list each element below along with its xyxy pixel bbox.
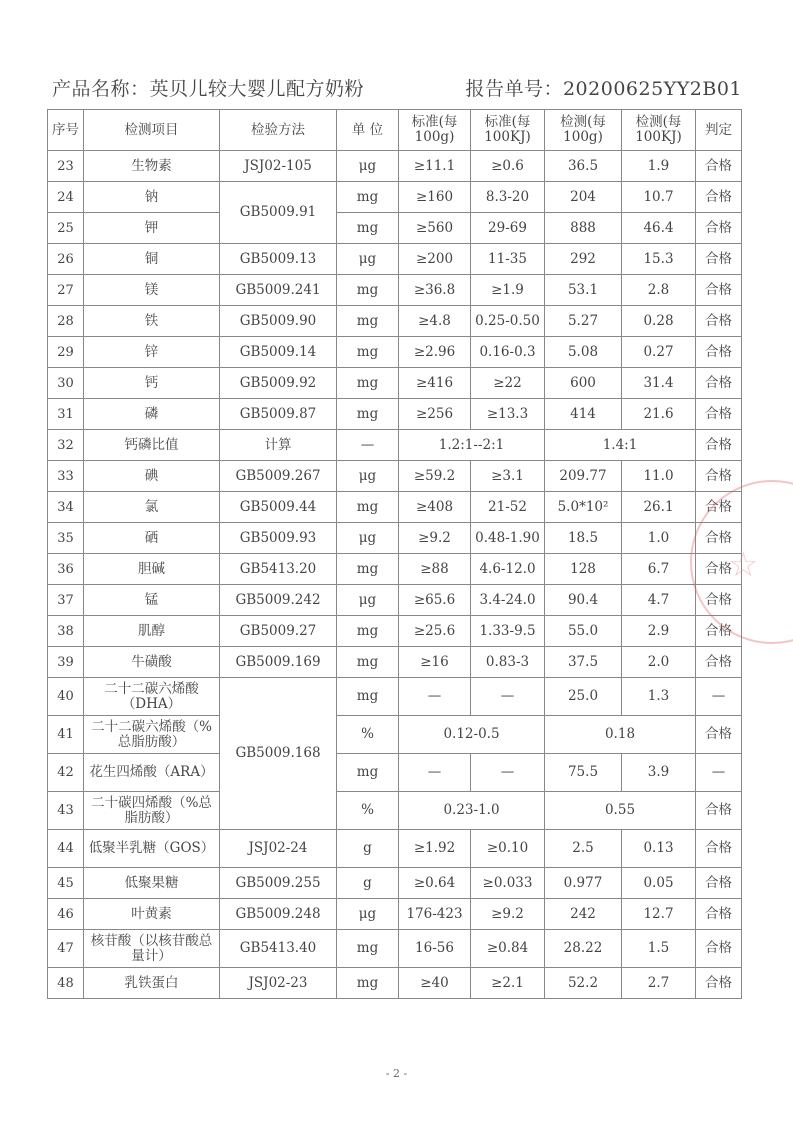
row-res-100kj: 1.5 bbox=[622, 930, 696, 968]
test-results-table bbox=[47, 109, 742, 999]
row-res-100kj: 2.0 bbox=[622, 647, 696, 678]
row-item: 生物素 bbox=[84, 151, 220, 182]
row-std-100g: — bbox=[399, 754, 471, 792]
row-res-100kj: 12.7 bbox=[622, 899, 696, 930]
col-res-100kj: 检测(每100KJ) bbox=[622, 110, 696, 151]
row-item: 镁 bbox=[84, 275, 220, 306]
row-verdict: 合格 bbox=[696, 399, 742, 430]
row-seq: 31 bbox=[48, 399, 84, 430]
row-unit: mg bbox=[337, 306, 399, 337]
row-verdict: 合格 bbox=[696, 461, 742, 492]
row-seq: 39 bbox=[48, 647, 84, 678]
row-seq: 24 bbox=[48, 182, 84, 213]
row-std-100kj: 0.25-0.50 bbox=[471, 306, 545, 337]
row-res-100kj: 11.0 bbox=[622, 461, 696, 492]
row-method: GB5009.13 bbox=[220, 244, 337, 275]
row-unit: mg bbox=[337, 616, 399, 647]
row-verdict: 合格 bbox=[696, 368, 742, 399]
row-seq: 35 bbox=[48, 523, 84, 554]
row-method: 计算 bbox=[220, 430, 337, 461]
row-unit: μg bbox=[337, 244, 399, 275]
row-res-100g: 25.0 bbox=[545, 678, 622, 716]
row-res-100g: 0.977 bbox=[545, 868, 622, 899]
row-item: 钾 bbox=[84, 213, 220, 244]
row-item: 叶黄素 bbox=[84, 899, 220, 930]
row-seq: 46 bbox=[48, 899, 84, 930]
row-seq: 33 bbox=[48, 461, 84, 492]
row-res-100kj: 1.3 bbox=[622, 678, 696, 716]
row-res-100g: 53.1 bbox=[545, 275, 622, 306]
table-row bbox=[48, 930, 742, 968]
row-method: JSJ02-24 bbox=[220, 830, 337, 868]
row-std-100kj: — bbox=[471, 754, 545, 792]
row-res-100kj: 6.7 bbox=[622, 554, 696, 585]
row-res-100g: 36.5 bbox=[545, 151, 622, 182]
row-std-100g: ≥16 bbox=[399, 647, 471, 678]
row-method: GB5009.44 bbox=[220, 492, 337, 523]
row-verdict: 合格 bbox=[696, 554, 742, 585]
row-unit: mg bbox=[337, 399, 399, 430]
table-row bbox=[48, 647, 742, 678]
row-item: 硒 bbox=[84, 523, 220, 554]
row-verdict: 合格 bbox=[696, 616, 742, 647]
table-row bbox=[48, 754, 742, 792]
row-method: JSJ02-23 bbox=[220, 968, 337, 999]
row-res-100g: 37.5 bbox=[545, 647, 622, 678]
table-row bbox=[48, 244, 742, 275]
row-std-100g: ≥4.8 bbox=[399, 306, 471, 337]
row-item: 钠 bbox=[84, 182, 220, 213]
row-res-100kj: 2.7 bbox=[622, 968, 696, 999]
row-std-100g: 16-56 bbox=[399, 930, 471, 968]
row-unit: mg bbox=[337, 368, 399, 399]
row-res-100g: 90.4 bbox=[545, 585, 622, 616]
row-unit: mg bbox=[337, 678, 399, 716]
row-item: 钙 bbox=[84, 368, 220, 399]
row-unit: mg bbox=[337, 213, 399, 244]
table-row bbox=[48, 868, 742, 899]
row-item: 铜 bbox=[84, 244, 220, 275]
row-res-100kj: 0.13 bbox=[622, 830, 696, 868]
report-number: 报告单号：20200625YY2B01 bbox=[465, 78, 742, 100]
row-res-100g: 128 bbox=[545, 554, 622, 585]
row-std-100g: ≥25.6 bbox=[399, 616, 471, 647]
row-seq: 26 bbox=[48, 244, 84, 275]
row-std-100kj: 21-52 bbox=[471, 492, 545, 523]
row-verdict: 合格 bbox=[696, 830, 742, 868]
row-verdict: — bbox=[696, 754, 742, 792]
row-item: 低聚半乳糖（GOS） bbox=[84, 830, 220, 868]
col-verdict: 判定 bbox=[696, 110, 742, 151]
row-std-merged: 0.23-1.0 bbox=[399, 792, 545, 830]
row-seq: 41 bbox=[48, 716, 84, 754]
table-row bbox=[48, 337, 742, 368]
row-std-100g: 176-423 bbox=[399, 899, 471, 930]
table-row bbox=[48, 968, 742, 999]
report-header bbox=[52, 74, 742, 102]
row-res-100g: 292 bbox=[545, 244, 622, 275]
row-unit: % bbox=[337, 716, 399, 754]
row-method: GB5009.93 bbox=[220, 523, 337, 554]
row-unit: mg bbox=[337, 492, 399, 523]
row-std-100g: ≥59.2 bbox=[399, 461, 471, 492]
row-std-100kj: ≥0.033 bbox=[471, 868, 545, 899]
row-std-100g: ≥0.64 bbox=[399, 868, 471, 899]
row-res-100g: 5.0*10² bbox=[545, 492, 622, 523]
row-std-100kj: ≥2.1 bbox=[471, 968, 545, 999]
row-unit: μg bbox=[337, 151, 399, 182]
col-res-100g: 检测(每100g) bbox=[545, 110, 622, 151]
row-seq: 32 bbox=[48, 430, 84, 461]
table-row bbox=[48, 275, 742, 306]
row-unit: mg bbox=[337, 337, 399, 368]
row-res-100kj: 2.9 bbox=[622, 616, 696, 647]
row-std-100kj: ≥3.1 bbox=[471, 461, 545, 492]
row-res-100kj: 0.28 bbox=[622, 306, 696, 337]
row-unit: — bbox=[337, 430, 399, 461]
row-res-100g: 18.5 bbox=[545, 523, 622, 554]
row-res-100kj: 1.0 bbox=[622, 523, 696, 554]
row-std-100g: — bbox=[399, 678, 471, 716]
row-std-100kj: — bbox=[471, 678, 545, 716]
row-seq: 23 bbox=[48, 151, 84, 182]
row-res-100g: 52.2 bbox=[545, 968, 622, 999]
row-seq: 48 bbox=[48, 968, 84, 999]
row-method: GB5009.169 bbox=[220, 647, 337, 678]
table-row bbox=[48, 151, 742, 182]
row-item: 氯 bbox=[84, 492, 220, 523]
row-std-100g: ≥9.2 bbox=[399, 523, 471, 554]
row-method: GB5009.27 bbox=[220, 616, 337, 647]
row-std-100kj: ≥22 bbox=[471, 368, 545, 399]
row-std-100g: ≥200 bbox=[399, 244, 471, 275]
row-verdict: 合格 bbox=[696, 182, 742, 213]
row-std-100g: ≥256 bbox=[399, 399, 471, 430]
row-seq: 36 bbox=[48, 554, 84, 585]
row-std-100kj: 1.33-9.5 bbox=[471, 616, 545, 647]
row-std-100kj: 3.4-24.0 bbox=[471, 585, 545, 616]
row-res-100kj: 15.3 bbox=[622, 244, 696, 275]
row-verdict: 合格 bbox=[696, 647, 742, 678]
row-seq: 47 bbox=[48, 930, 84, 968]
row-unit: mg bbox=[337, 275, 399, 306]
row-res-100g: 5.08 bbox=[545, 337, 622, 368]
row-std-100g: ≥416 bbox=[399, 368, 471, 399]
col-std-100g: 标准(每100g) bbox=[399, 110, 471, 151]
row-res-100kj: 4.7 bbox=[622, 585, 696, 616]
row-res-100g: 888 bbox=[545, 213, 622, 244]
col-seq: 序号 bbox=[48, 110, 84, 151]
row-std-100kj: 11-35 bbox=[471, 244, 545, 275]
row-res-100kj: 31.4 bbox=[622, 368, 696, 399]
row-res-merged: 0.55 bbox=[545, 792, 696, 830]
row-res-merged: 0.18 bbox=[545, 716, 696, 754]
row-std-100g: ≥160 bbox=[399, 182, 471, 213]
row-item: 钙磷比值 bbox=[84, 430, 220, 461]
row-res-100g: 209.77 bbox=[545, 461, 622, 492]
row-verdict: 合格 bbox=[696, 492, 742, 523]
row-unit: mg bbox=[337, 554, 399, 585]
row-res-100g: 2.5 bbox=[545, 830, 622, 868]
row-res-100g: 242 bbox=[545, 899, 622, 930]
row-verdict: 合格 bbox=[696, 930, 742, 968]
row-std-merged: 0.12-0.5 bbox=[399, 716, 545, 754]
table-row bbox=[48, 554, 742, 585]
row-std-100g: ≥65.6 bbox=[399, 585, 471, 616]
row-seq: 40 bbox=[48, 678, 84, 716]
table-row bbox=[48, 678, 742, 716]
row-std-100kj: 0.48-1.90 bbox=[471, 523, 545, 554]
row-method: GB5009.92 bbox=[220, 368, 337, 399]
row-verdict: 合格 bbox=[696, 213, 742, 244]
row-unit: μg bbox=[337, 461, 399, 492]
row-item: 锰 bbox=[84, 585, 220, 616]
row-res-100kj: 10.7 bbox=[622, 182, 696, 213]
row-method: GB5009.87 bbox=[220, 399, 337, 430]
row-item: 乳铁蛋白 bbox=[84, 968, 220, 999]
table-row bbox=[48, 430, 742, 461]
table-row bbox=[48, 492, 742, 523]
row-item: 二十二碳六烯酸（%总脂肪酸） bbox=[84, 716, 220, 754]
row-unit: mg bbox=[337, 182, 399, 213]
table-row bbox=[48, 716, 742, 754]
row-verdict: 合格 bbox=[696, 337, 742, 368]
row-item: 花生四烯酸（ARA） bbox=[84, 754, 220, 792]
row-verdict: — bbox=[696, 678, 742, 716]
row-verdict: 合格 bbox=[696, 968, 742, 999]
row-res-merged: 1.4:1 bbox=[545, 430, 696, 461]
col-item: 检测项目 bbox=[84, 110, 220, 151]
table-row bbox=[48, 792, 742, 830]
row-res-100g: 5.27 bbox=[545, 306, 622, 337]
row-method: GB5009.242 bbox=[220, 585, 337, 616]
row-verdict: 合格 bbox=[696, 275, 742, 306]
row-res-100kj: 0.05 bbox=[622, 868, 696, 899]
table-body bbox=[48, 151, 742, 999]
row-std-100g: ≥2.96 bbox=[399, 337, 471, 368]
row-res-100g: 204 bbox=[545, 182, 622, 213]
row-unit: μg bbox=[337, 899, 399, 930]
table-row bbox=[48, 399, 742, 430]
row-std-100kj: 0.83-3 bbox=[471, 647, 545, 678]
row-seq: 37 bbox=[48, 585, 84, 616]
row-res-100kj: 3.9 bbox=[622, 754, 696, 792]
row-item: 锌 bbox=[84, 337, 220, 368]
row-res-100kj: 2.8 bbox=[622, 275, 696, 306]
row-std-100kj: ≥1.9 bbox=[471, 275, 545, 306]
row-method: JSJ02-105 bbox=[220, 151, 337, 182]
row-std-100kj: ≥9.2 bbox=[471, 899, 545, 930]
row-verdict: 合格 bbox=[696, 792, 742, 830]
row-item: 二十二碳六烯酸（DHA） bbox=[84, 678, 220, 716]
row-seq: 34 bbox=[48, 492, 84, 523]
row-std-100kj: ≥0.84 bbox=[471, 930, 545, 968]
row-item: 碘 bbox=[84, 461, 220, 492]
row-std-100g: ≥560 bbox=[399, 213, 471, 244]
row-item: 磷 bbox=[84, 399, 220, 430]
row-res-100kj: 26.1 bbox=[622, 492, 696, 523]
row-res-100g: 75.5 bbox=[545, 754, 622, 792]
row-std-100g: ≥1.92 bbox=[399, 830, 471, 868]
row-verdict: 合格 bbox=[696, 899, 742, 930]
seal-star-icon: ☆ bbox=[728, 545, 759, 585]
row-unit: mg bbox=[337, 930, 399, 968]
row-std-100kj: 8.3-20 bbox=[471, 182, 545, 213]
table-row bbox=[48, 213, 742, 244]
row-res-100kj: 21.6 bbox=[622, 399, 696, 430]
row-verdict: 合格 bbox=[696, 430, 742, 461]
row-std-100kj: ≥0.6 bbox=[471, 151, 545, 182]
row-std-100kj: 4.6-12.0 bbox=[471, 554, 545, 585]
row-unit: mg bbox=[337, 968, 399, 999]
table-row bbox=[48, 830, 742, 868]
col-unit: 单 位 bbox=[337, 110, 399, 151]
row-method: GB5413.40 bbox=[220, 930, 337, 968]
row-method: GB5009.255 bbox=[220, 868, 337, 899]
col-std-100kj: 标准(每100KJ) bbox=[471, 110, 545, 151]
row-item: 铁 bbox=[84, 306, 220, 337]
row-method: GB5009.168 bbox=[220, 678, 337, 830]
row-std-100g: ≥40 bbox=[399, 968, 471, 999]
row-unit: % bbox=[337, 792, 399, 830]
row-std-100kj: 29-69 bbox=[471, 213, 545, 244]
row-std-100g: ≥88 bbox=[399, 554, 471, 585]
row-verdict: 合格 bbox=[696, 523, 742, 554]
row-seq: 43 bbox=[48, 792, 84, 830]
row-seq: 29 bbox=[48, 337, 84, 368]
row-std-100g: ≥36.8 bbox=[399, 275, 471, 306]
row-res-100g: 414 bbox=[545, 399, 622, 430]
row-verdict: 合格 bbox=[696, 868, 742, 899]
row-unit: g bbox=[337, 830, 399, 868]
page-number: - 2 - bbox=[385, 1067, 408, 1080]
row-seq: 42 bbox=[48, 754, 84, 792]
row-unit: mg bbox=[337, 754, 399, 792]
table-row bbox=[48, 306, 742, 337]
row-res-100g: 55.0 bbox=[545, 616, 622, 647]
table-row bbox=[48, 368, 742, 399]
row-item: 低聚果糖 bbox=[84, 868, 220, 899]
row-res-100kj: 46.4 bbox=[622, 213, 696, 244]
row-method: GB5009.91 bbox=[220, 182, 337, 244]
row-std-100kj: ≥13.3 bbox=[471, 399, 545, 430]
row-seq: 27 bbox=[48, 275, 84, 306]
row-seq: 28 bbox=[48, 306, 84, 337]
row-verdict: 合格 bbox=[696, 585, 742, 616]
row-method: GB5009.90 bbox=[220, 306, 337, 337]
row-verdict: 合格 bbox=[696, 306, 742, 337]
row-seq: 30 bbox=[48, 368, 84, 399]
row-seq: 25 bbox=[48, 213, 84, 244]
row-unit: μg bbox=[337, 585, 399, 616]
row-unit: g bbox=[337, 868, 399, 899]
row-std-merged: 1.2:1--2:1 bbox=[399, 430, 545, 461]
row-unit: μg bbox=[337, 523, 399, 554]
row-method: GB5009.14 bbox=[220, 337, 337, 368]
row-std-100kj: ≥0.10 bbox=[471, 830, 545, 868]
row-method: GB5009.241 bbox=[220, 275, 337, 306]
row-res-100kj: 0.27 bbox=[622, 337, 696, 368]
row-item: 胆碱 bbox=[84, 554, 220, 585]
product-name: 产品名称：英贝儿较大婴儿配方奶粉 bbox=[52, 78, 365, 100]
row-item: 核苷酸（以核苷酸总量计） bbox=[84, 930, 220, 968]
table-row bbox=[48, 523, 742, 554]
row-std-100g: ≥408 bbox=[399, 492, 471, 523]
row-res-100g: 28.22 bbox=[545, 930, 622, 968]
row-res-100kj: 1.9 bbox=[622, 151, 696, 182]
table-header-row bbox=[48, 110, 742, 151]
row-verdict: 合格 bbox=[696, 716, 742, 754]
row-seq: 44 bbox=[48, 830, 84, 868]
row-std-100kj: 0.16-0.3 bbox=[471, 337, 545, 368]
row-unit: mg bbox=[337, 647, 399, 678]
row-item: 肌醇 bbox=[84, 616, 220, 647]
row-verdict: 合格 bbox=[696, 151, 742, 182]
row-item: 二十碳四烯酸（%总脂肪酸） bbox=[84, 792, 220, 830]
row-method: GB5009.267 bbox=[220, 461, 337, 492]
row-method: GB5009.248 bbox=[220, 899, 337, 930]
row-item: 牛磺酸 bbox=[84, 647, 220, 678]
row-seq: 38 bbox=[48, 616, 84, 647]
table-row bbox=[48, 585, 742, 616]
row-method: GB5413.20 bbox=[220, 554, 337, 585]
col-method: 检验方法 bbox=[220, 110, 337, 151]
table-row bbox=[48, 616, 742, 647]
table-row bbox=[48, 899, 742, 930]
row-verdict: 合格 bbox=[696, 244, 742, 275]
row-res-100g: 600 bbox=[545, 368, 622, 399]
row-std-100g: ≥11.1 bbox=[399, 151, 471, 182]
row-seq: 45 bbox=[48, 868, 84, 899]
table-row bbox=[48, 182, 742, 213]
table-row bbox=[48, 461, 742, 492]
